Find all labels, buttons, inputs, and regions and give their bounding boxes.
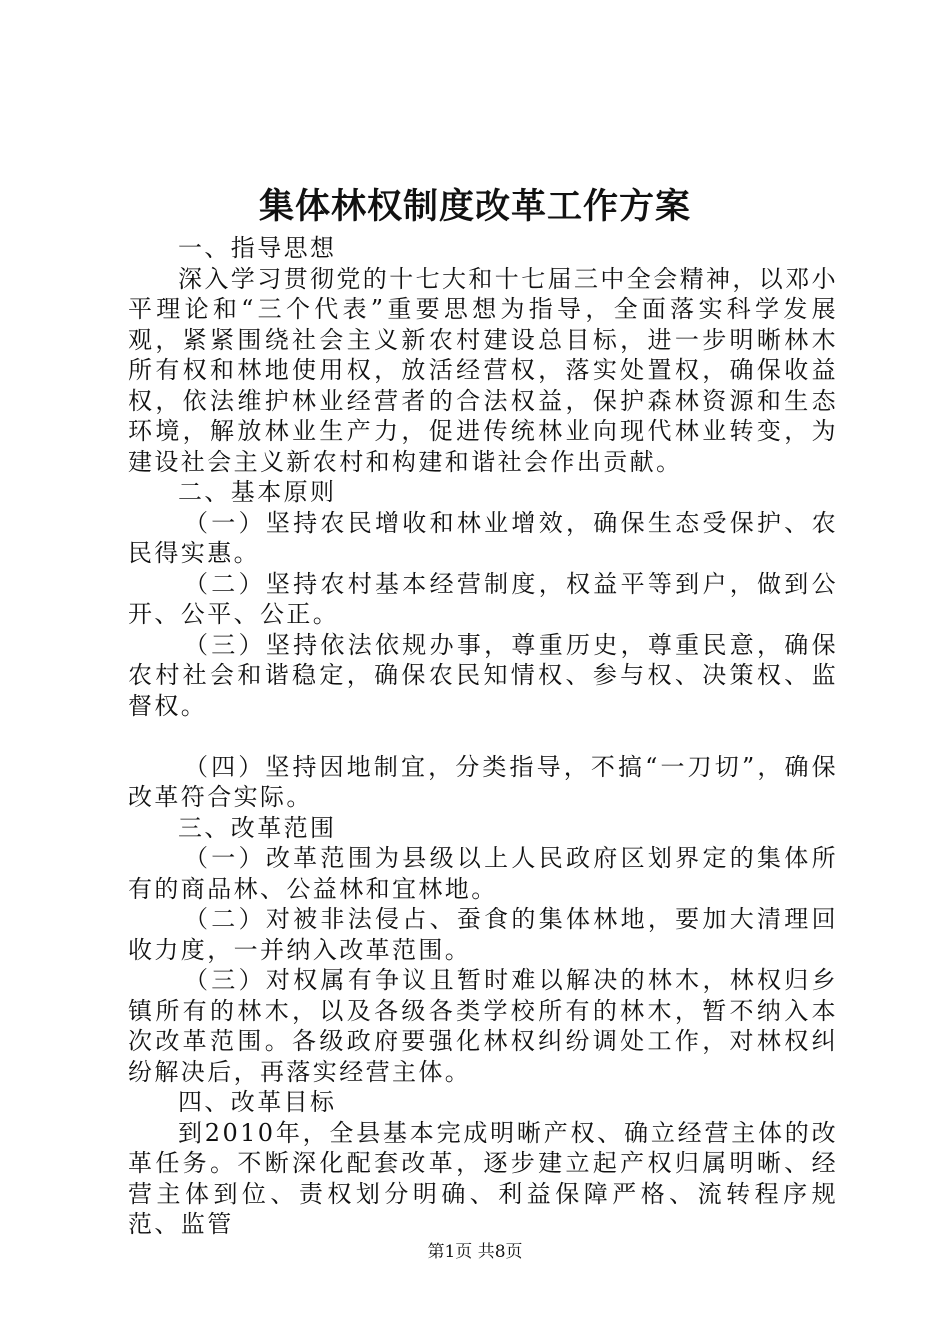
- section-heading-guiding-ideology: 一、指导思想: [178, 234, 337, 262]
- section-heading-basic-principles: 二、基本原则: [178, 478, 337, 506]
- document-body: [128, 233, 838, 1240]
- principle-item-1: （一）坚持农民增收和林业增效，确保生态受保护、农民得实惠。: [128, 508, 838, 567]
- principle-item-4: （四）坚持因地制宜，分类指导，不搞“一刀切”，确保改革符合实际。: [128, 752, 838, 811]
- document-title: 集体林权制度改革工作方案: [258, 186, 691, 227]
- page-footer: 第1页 共8页: [427, 1242, 523, 1262]
- scope-item-1: （一）改革范围为县级以上人民政府区划界定的集体所有的商品林、公益林和宜林地。: [128, 844, 838, 903]
- scope-item-2: （二）对被非法侵占、蚕食的集体林地，要加大清理回收力度，一并纳入改革范围。: [128, 905, 838, 964]
- paragraph-gap: [128, 721, 838, 752]
- section-heading-reform-goals: 四、改革目标: [178, 1088, 337, 1116]
- paragraph-reform-goals: 到2010年，全县基本完成明晰产权、确立经营主体的改革任务。不断深化配套改革，逐步建立起产权归属明晰、经营主体到位、责权划分明确、利益保障严格、流转程序规范、监管: [128, 1118, 838, 1238]
- scope-item-3: （三）对权属有争议且暂时难以解决的林木，林权归乡镇所有的林木，以及各级各类学校所有的林木，暂不纳入本次改革范围。各级政府要强化林权纠纷调处工作，对林权纠纷解决后，再落实经营主体。: [128, 966, 838, 1086]
- principle-item-3: （三）坚持依法依规办事，尊重历史，尊重民意，确保农村社会和谐稳定，确保农民知情权、参与权、决策权、监督权。: [128, 630, 838, 720]
- section-heading-reform-scope: 三、改革范围: [178, 813, 337, 842]
- principle-item-2: （二）坚持农村基本经营制度，权益平等到户，做到公开、公平、公正。: [128, 569, 838, 628]
- paragraph-guiding-ideology: 深入学习贯彻党的十七大和十七届三中全会精神，以邓小平理论和“三个代表”重要思想为指导，全面落实科学发展观，紧紧围绕社会主义新农村建设总目标，进一步明晰林木所有权和林地使用权，放活经营权，落实处置权，确保收益权，依法维护林业经营者的合法权益，保护森林资源和生态环境，解放林业生产力，促进传统林业向现代林业转变，为建设社会主义新农村和构建和谐社会作出贡献。: [128, 264, 838, 476]
